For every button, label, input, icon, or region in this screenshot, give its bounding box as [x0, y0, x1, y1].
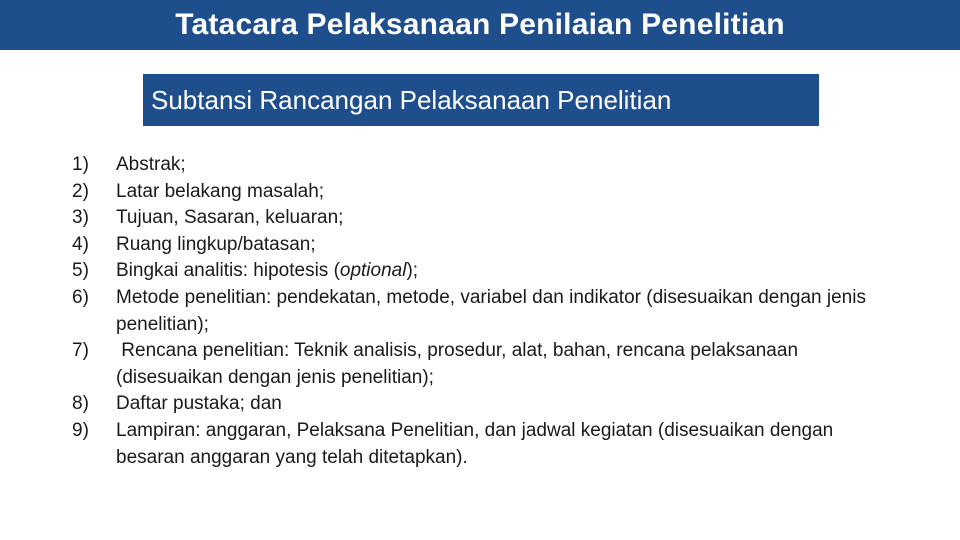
list-item [72, 179, 902, 206]
list-item [72, 285, 902, 338]
list-item-number: 7) [72, 340, 89, 362]
list-item [72, 258, 902, 285]
requirements-list [72, 152, 902, 471]
list-item [72, 391, 902, 418]
list-item [72, 338, 902, 391]
list-item-text: Lampiran: anggaran, Pelaksana Penelitian, dan jadwal kegiatan (disesuaikan dengan besaran anggaran yang telah ditetapkan). [116, 419, 834, 468]
list-item-text-before: Bingkai analitis: hipotesis ( [116, 260, 340, 282]
list-item-text: Latar belakang masalah; [116, 180, 325, 202]
list-item-text: Rencana penelitian: Teknik analisis, prosedur, alat, bahan, rencana pelaksanaan (disesuaikan dengan jenis penelitian); [116, 340, 804, 388]
list-item-number: 8) [72, 393, 89, 415]
list-item [72, 232, 902, 259]
page-title: Tatacara Pelaksanaan Penilaian Penelitian [0, 0, 960, 50]
section-heading: Subtansi Rancangan Pelaksanaan Penelitian [143, 74, 819, 126]
list-item-text: Daftar pustaka; dan [116, 393, 282, 415]
list-item-number: 1) [72, 154, 89, 175]
list-item-number: 2) [72, 180, 89, 202]
list-item-number: 5) [72, 260, 89, 282]
list-item [72, 418, 902, 471]
list-item-number: 3) [72, 207, 89, 229]
list-item [72, 205, 902, 232]
list-item-text: Ruang lingkup/batasan; [116, 233, 316, 255]
list-item-text: Metode penelitian: pendekatan, metode, variabel dan indikator (disesuaikan dengan jenis penelitian); [116, 286, 866, 335]
list-item-number: 6) [72, 286, 89, 308]
list-item-text: Tujuan, Sasaran, keluaran; [116, 207, 344, 229]
list-item [72, 152, 902, 179]
list-item-text-after: ); [406, 260, 419, 282]
list-item-number: 4) [72, 233, 89, 255]
list-item-number: 9) [72, 419, 89, 441]
list-item-text [116, 258, 902, 285]
list-item-text-italic: optional [339, 260, 407, 282]
list-item-text: Abstrak; [116, 154, 186, 175]
